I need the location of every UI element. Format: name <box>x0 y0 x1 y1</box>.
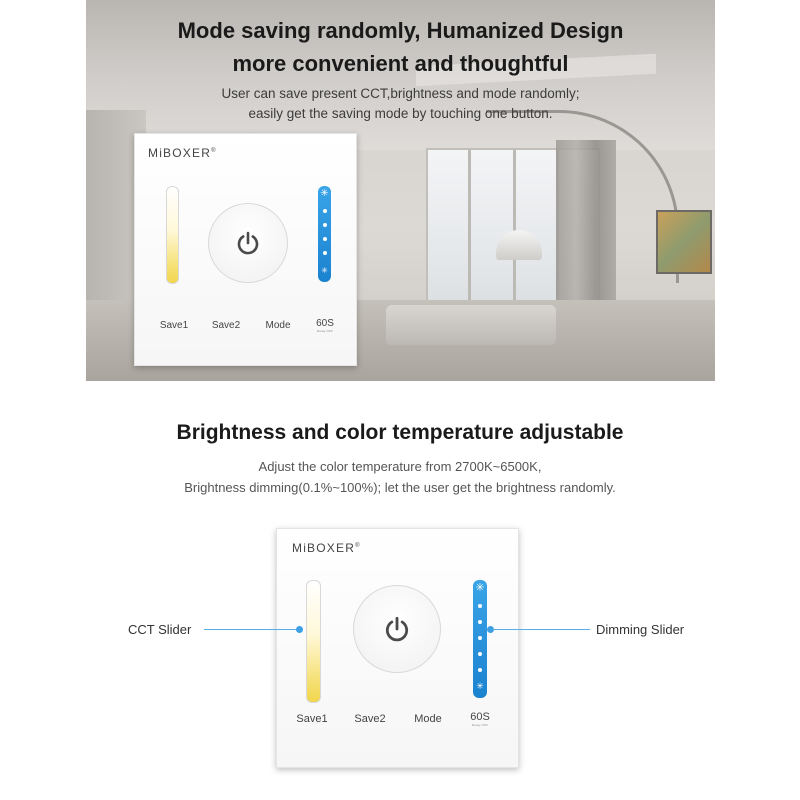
timer-button[interactable]: 60S Delay OFF <box>470 711 490 727</box>
dimming-slider[interactable] <box>473 580 487 698</box>
cct-slider-callout: CCT Slider <box>128 622 192 637</box>
sun-icon: ✳ <box>320 188 329 199</box>
section1-desc-line2: easily get the saving mode by touching one button. <box>248 106 553 121</box>
power-icon <box>235 230 261 256</box>
section1-title-line1: Mode saving randomly, Humanized Design <box>177 18 624 43</box>
wall-painting <box>656 210 712 274</box>
save2-button[interactable]: Save2 <box>211 320 241 331</box>
power-icon <box>383 615 411 643</box>
moon-dim-icon: ✳ <box>321 266 328 275</box>
power-button[interactable] <box>353 585 441 673</box>
mode-button[interactable]: Mode <box>414 713 442 725</box>
mode-button[interactable]: Mode <box>265 320 291 331</box>
cct-callout-dot <box>296 626 303 633</box>
sun-icon: ✳ <box>475 582 485 594</box>
sofa <box>386 305 556 345</box>
timer-button[interactable]: 60S Delay OFF <box>316 318 334 333</box>
save2-button[interactable]: Save2 <box>354 713 386 725</box>
brand-logo: MiBOXER® <box>292 541 361 555</box>
section2-desc-line1: Adjust the color temperature from 2700K~6500K, <box>258 459 542 474</box>
wall-panel-top <box>134 133 357 366</box>
section1-title-line2: more convenient and thoughtful <box>232 51 569 76</box>
dimming-slider[interactable] <box>318 186 331 282</box>
section2-desc-line2: Brightness dimming(0.1%~100%); let the user get the brightness randomly. <box>184 480 616 495</box>
cct-slider[interactable] <box>166 186 179 284</box>
save1-button[interactable]: Save1 <box>159 320 189 331</box>
cct-callout-line <box>204 629 300 630</box>
wall-panel-bottom <box>276 528 519 768</box>
dimming-callout-line <box>492 629 590 630</box>
power-button[interactable] <box>208 203 288 283</box>
section1-desc-line1: User can save present CCT,brightness and mode randomly; <box>221 86 580 101</box>
moon-dim-icon: ✳ <box>476 681 484 691</box>
section2-title: Brightness and color temperature adjustable <box>176 421 624 444</box>
cct-slider[interactable] <box>306 580 321 703</box>
save1-button[interactable]: Save1 <box>296 713 328 725</box>
brand-logo: MiBOXER® <box>148 146 217 160</box>
dimming-slider-callout: Dimming Slider <box>596 622 685 637</box>
